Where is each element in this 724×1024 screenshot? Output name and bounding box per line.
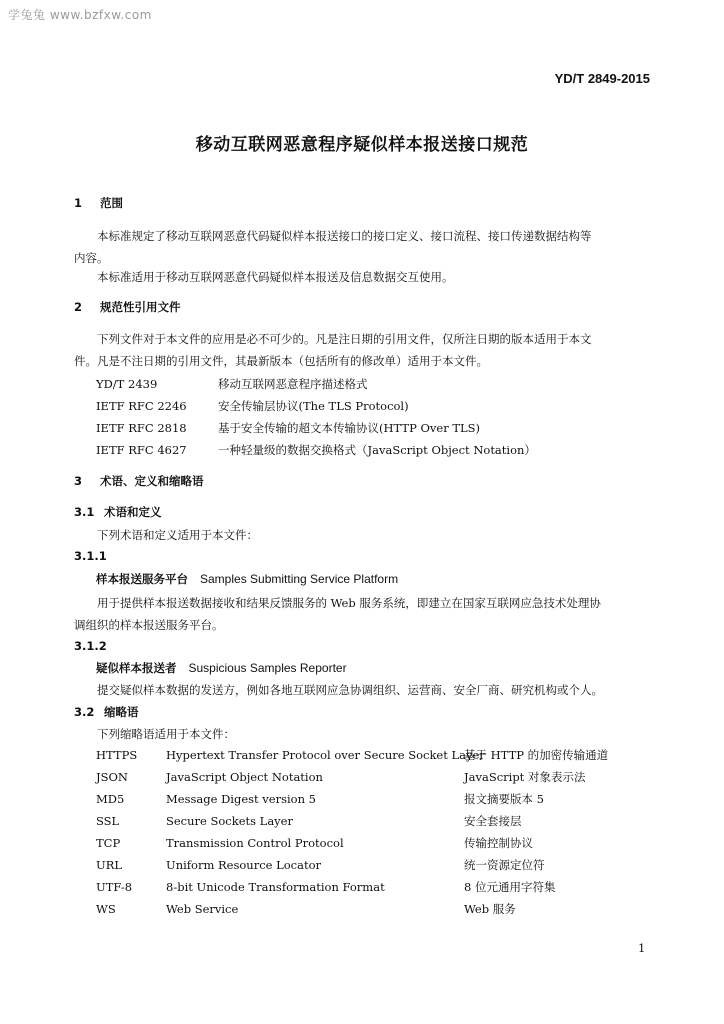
abbreviation-chinese: 基于 HTTP 的加密传输通道 — [464, 748, 609, 762]
reference-item — [96, 420, 480, 436]
section-3-1-1-number: 3.1.1 — [74, 549, 107, 563]
abbreviation-full: Hypertext Transfer Protocol over Secure Socket Layer — [166, 748, 485, 762]
paragraph-line: 下列文件对于本文件的应用是必不可少的。凡是注日期的引用文件，仅所注日期的版本适用于本文 — [97, 332, 592, 346]
abbreviation-full: Message Digest version 5 — [166, 792, 316, 806]
abbreviation: HTTPS — [96, 748, 138, 762]
section-title: 术语和定义 — [104, 505, 162, 519]
section-number: 3 — [74, 474, 83, 488]
paragraph-line: 调组织的样本报送服务平台。 — [74, 618, 224, 632]
term-chinese: 样本报送服务平台 — [96, 572, 188, 586]
paragraph-line: 本标准规定了移动互联网恶意代码疑似样本报送接口的接口定义、接口流程、接口传递数据结构等 — [97, 229, 592, 243]
abbreviation-chinese: 安全套接层 — [464, 814, 522, 828]
abbreviation-full: Web Service — [166, 902, 239, 916]
section-3-2-heading — [74, 704, 139, 720]
section-title: 缩略语 — [104, 705, 139, 719]
reference-name: 基于安全传输的超文本传输协议(HTTP Over TLS) — [218, 421, 481, 435]
standard-code: YD/T 2849-2015 — [554, 71, 650, 86]
abbreviation-chinese: Web 服务 — [464, 902, 516, 916]
section-1-heading — [74, 195, 123, 211]
term-entry — [96, 660, 347, 676]
paragraph-line: 内容。 — [74, 251, 109, 265]
abbreviation-row — [96, 857, 545, 873]
abbreviation-chinese: JavaScript 对象表示法 — [464, 770, 586, 784]
reference-item — [96, 398, 409, 414]
abbreviation-row — [96, 813, 522, 829]
section-number: 1 — [74, 196, 83, 210]
abbreviation-chinese: 8 位元通用字符集 — [464, 880, 556, 894]
terms-intro: 下列术语和定义适用于本文件： — [97, 528, 258, 542]
paragraph-line: 用于提供样本报送数据接收和结果反馈服务的 Web 服务系统，即建立在国家互联网应急技术处理协 — [97, 596, 601, 610]
abbreviation: TCP — [96, 836, 121, 850]
section-3-1-2-number: 3.1.2 — [74, 639, 107, 653]
abbreviations-intro: 下列缩略语适用于本文件： — [97, 727, 235, 741]
abbreviation-row — [96, 769, 585, 785]
reference-item — [96, 376, 368, 392]
section-2-paragraph — [74, 328, 648, 372]
section-3-heading — [74, 473, 204, 489]
watermark: 学兔兔 www.bzfxw.com — [8, 8, 152, 22]
abbreviation-full: Transmission Control Protocol — [166, 836, 344, 850]
abbreviation: SSL — [96, 814, 120, 828]
reference-code: IETF RFC 2246 — [96, 399, 187, 413]
abbreviation-full: 8-bit Unicode Transformation Format — [166, 880, 385, 894]
abbreviation: JSON — [96, 770, 128, 784]
document-title: 移动互联网恶意程序疑似样本报送接口规范 — [195, 135, 529, 155]
section-number: 2 — [74, 300, 83, 314]
abbreviation-chinese: 传输控制协议 — [464, 836, 533, 850]
reference-name: 移动互联网恶意程序描述格式 — [218, 377, 368, 391]
abbreviation: MD5 — [96, 792, 125, 806]
section-title: 术语、定义和缩略语 — [100, 474, 204, 488]
term-definition: 提交疑似样本数据的发送方，例如各地互联网应急协调组织、运营商、安全厂商、研究机构或个人。 — [97, 683, 603, 697]
abbreviation-row — [96, 791, 544, 807]
term-entry — [96, 571, 398, 587]
reference-code: IETF RFC 4627 — [96, 443, 187, 457]
term-chinese: 疑似样本报送者 — [96, 661, 177, 675]
abbreviation-row — [96, 747, 608, 763]
term-english: Suspicious Samples Reporter — [188, 661, 347, 675]
abbreviation-chinese: 统一资源定位符 — [464, 858, 545, 872]
section-3-1-heading — [74, 504, 162, 520]
abbreviation: WS — [96, 902, 116, 916]
reference-name: 一种轻量级的数据交换格式（JavaScript Object Notation） — [218, 443, 536, 457]
page-number: 1 — [638, 941, 646, 955]
reference-code: IETF RFC 2818 — [96, 421, 187, 435]
reference-name: 安全传输层协议(The TLS Protocol) — [218, 399, 409, 413]
abbreviation-full: Uniform Resource Locator — [166, 858, 322, 872]
abbreviation: UTF-8 — [96, 880, 133, 894]
abbreviation-full: Secure Sockets Layer — [166, 814, 293, 828]
abbreviation-row — [96, 879, 555, 895]
abbreviation-full: JavaScript Object Notation — [166, 770, 323, 784]
paragraph-line: 件。凡是不注日期的引用文件，其最新版本（包括所有的修改单）适用于本文件。 — [74, 354, 488, 368]
section-title: 规范性引用文件 — [100, 300, 181, 314]
term-definition — [74, 592, 648, 636]
reference-item — [96, 442, 536, 458]
abbreviation: URL — [96, 858, 122, 872]
abbreviation-row — [96, 901, 516, 917]
abbreviation-chinese: 报文摘要版本 5 — [464, 792, 544, 806]
section-number: 3.1 — [74, 505, 95, 519]
term-english: Samples Submitting Service Platform — [200, 572, 399, 586]
abbreviation-row — [96, 835, 533, 851]
section-title: 范围 — [100, 196, 123, 210]
section-2-heading — [74, 299, 181, 315]
section-1-paragraph-1 — [74, 225, 648, 269]
section-number: 3.2 — [74, 705, 95, 719]
reference-code: YD/T 2439 — [96, 377, 158, 391]
section-1-paragraph-2: 本标准适用于移动互联网恶意代码疑似样本报送及信息数据交互使用。 — [97, 270, 454, 284]
